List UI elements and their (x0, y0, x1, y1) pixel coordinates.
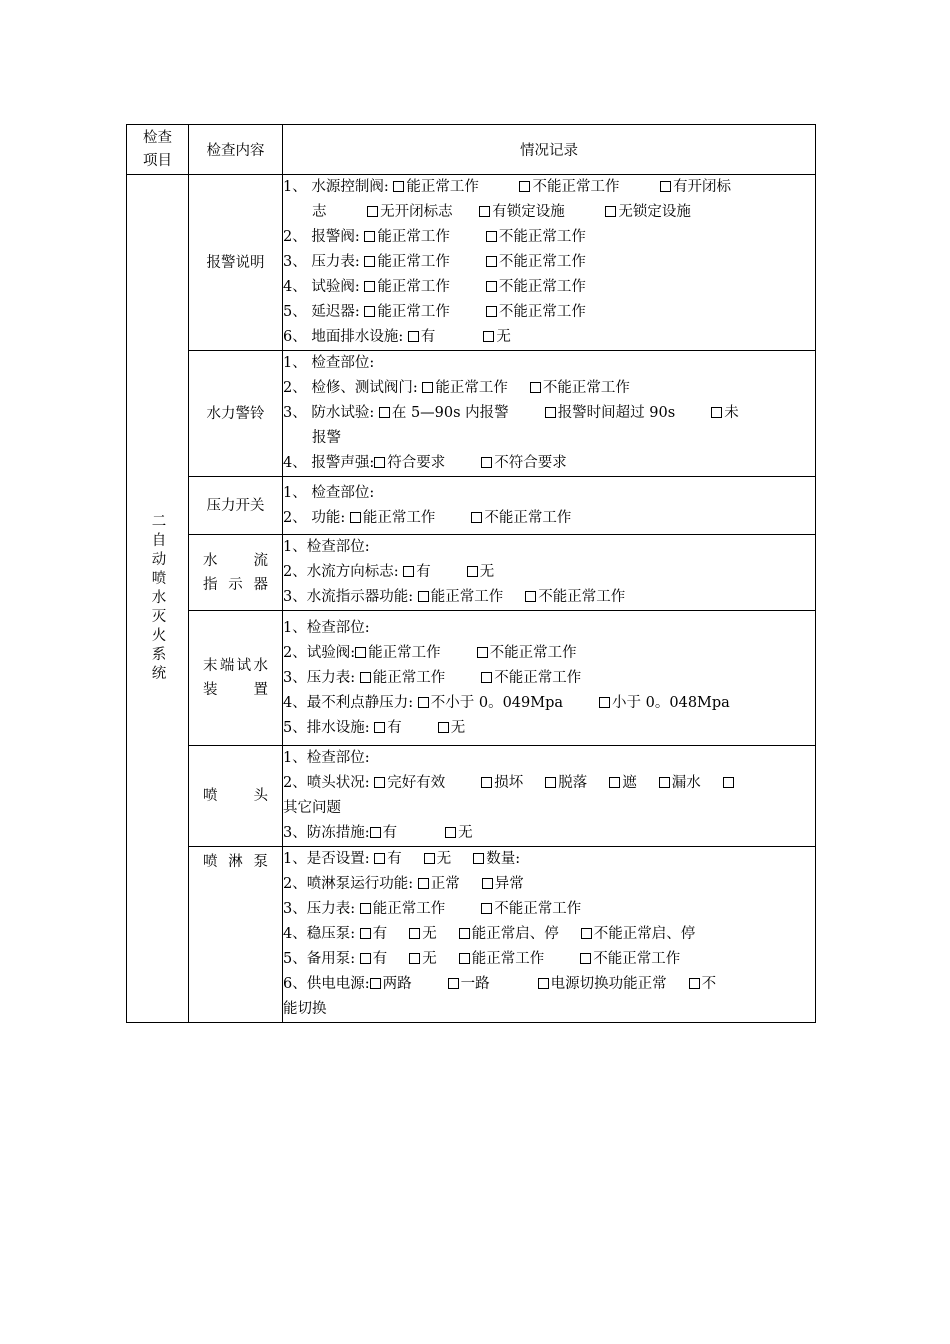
checkbox[interactable] (418, 878, 429, 889)
content-water-alarm-bell: 1、 检查部位: 2、 检修、测试阀门: 能正常工作 不能正常工作 3、 防水试验: 在 5—90s 内报警 报警时间超过 90s 未 报警 4、 报警声强: 符合要求 不符合要求 (283, 351, 816, 477)
checkbox[interactable] (355, 647, 366, 658)
checkbox[interactable] (471, 512, 482, 523)
checkbox[interactable] (660, 181, 671, 192)
checkbox[interactable] (360, 928, 371, 939)
checkbox[interactable] (370, 978, 381, 989)
checkbox[interactable] (364, 256, 375, 267)
checkbox[interactable] (364, 281, 375, 292)
row-alarm-valve (127, 175, 816, 351)
checkbox[interactable] (479, 206, 490, 217)
checkbox[interactable] (370, 827, 381, 838)
checkbox[interactable] (545, 777, 556, 788)
header-status-record: 情况记录 (283, 125, 816, 175)
row-pressure-switch (127, 477, 816, 535)
checkbox[interactable] (545, 407, 556, 418)
checkbox[interactable] (483, 331, 494, 342)
row-water-alarm-bell (127, 351, 816, 477)
item-sprinkler-head: 喷头 (189, 746, 283, 847)
checkbox[interactable] (538, 978, 549, 989)
item-sprinkler-pump: 喷淋泵 (189, 847, 283, 1023)
content-sprinkler-pump: 1、是否设置: 有 无 数量: 2、喷淋泵运行功能: 正常 异常 3、压力表: 能正常工作 不能正常工作 4、稳压泵: 有 无 能正常启、停 不能正常启、停 5、备用泵: 有 无 能正常工作 不能正常工作 6、供电电源: 两路 一路 电源切换功能正常 不 能切换 (283, 847, 816, 1023)
header-inspection-item: 检查 项目 (127, 125, 189, 175)
checkbox[interactable] (367, 206, 378, 217)
content-water-flow-indicator: 1、检查部位: 2、水流方向标志: 有 无 3、水流指示器功能: 能正常工作 不能正常工作 (283, 535, 816, 611)
checkbox[interactable] (374, 777, 385, 788)
checkbox[interactable] (360, 672, 371, 683)
checkbox[interactable] (393, 181, 404, 192)
checkbox[interactable] (482, 878, 493, 889)
checkbox[interactable] (486, 306, 497, 317)
row-end-test-device (127, 611, 816, 746)
checkbox[interactable] (659, 777, 670, 788)
checkbox[interactable] (350, 512, 361, 523)
checkbox[interactable] (438, 722, 449, 733)
content-sprinkler-head: 1、检查部位: 2、喷头状况: 完好有效 损坏 脱落 遮 漏水 其它问题 3、防冻措施: 有 无 (283, 746, 816, 847)
checkbox[interactable] (408, 331, 419, 342)
checkbox[interactable] (448, 978, 459, 989)
checkbox[interactable] (486, 231, 497, 242)
content-end-test-device: 1、检查部位: 2、试验阀: 能正常工作 不能正常工作 3、压力表: 能正常工作 不能正常工作 4、最不利点静压力: 不小于 0。049Mpa 小于 0。048Mpa 5、排水设施: 有 无 (283, 611, 816, 746)
checkbox[interactable] (605, 206, 616, 217)
checkbox[interactable] (409, 928, 420, 939)
checkbox[interactable] (530, 382, 541, 393)
checkbox[interactable] (409, 953, 420, 964)
checkbox[interactable] (374, 853, 385, 864)
checkbox[interactable] (379, 407, 390, 418)
checkbox[interactable] (481, 457, 492, 468)
checkbox[interactable] (364, 231, 375, 242)
checkbox[interactable] (481, 777, 492, 788)
row-sprinkler-head (127, 746, 816, 847)
checkbox[interactable] (473, 853, 484, 864)
checkbox[interactable] (481, 903, 492, 914)
checkbox[interactable] (723, 777, 734, 788)
checkbox[interactable] (581, 928, 592, 939)
checkbox[interactable] (477, 647, 488, 658)
header-inspection-content: 检查内容 (189, 125, 283, 175)
row-water-flow-indicator (127, 535, 816, 611)
checkbox[interactable] (711, 407, 722, 418)
content-alarm-description: 1、 水源控制阀: 能正常工作 不能正常工作 有开闭标 志 无开闭标志 有锁定设施 无锁定设施 2、 报警阀: 能正常工作 不能正常工作 3、 压力表: 能正常工作 不能正常工作 4、 试验阀: 能正常工作 不能正常工作 5、 延迟器: 能正常工作 不能正常工作 6、 地面排水设施: 有 无 (283, 175, 816, 351)
checkbox[interactable] (418, 697, 429, 708)
checkbox[interactable] (519, 181, 530, 192)
checkbox[interactable] (481, 672, 492, 683)
item-end-test-device: 末端试水 装置 (189, 611, 283, 746)
item-water-flow-indicator: 水流 指示器 (189, 535, 283, 611)
checkbox[interactable] (360, 903, 371, 914)
checkbox[interactable] (374, 722, 385, 733)
checkbox[interactable] (486, 256, 497, 267)
checkbox[interactable] (364, 306, 375, 317)
checkbox[interactable] (459, 928, 470, 939)
checkbox[interactable] (403, 566, 414, 577)
checkbox[interactable] (424, 853, 435, 864)
item-pressure-switch: 压力开关 (189, 477, 283, 535)
checkbox[interactable] (374, 457, 385, 468)
checkbox[interactable] (599, 697, 610, 708)
checkbox[interactable] (422, 382, 433, 393)
item-water-alarm-bell: 水力警铃 (189, 351, 283, 477)
inspection-table (126, 124, 816, 1023)
content-pressure-switch: 1、 检查部位: 2、 功能: 能正常工作 不能正常工作 (283, 477, 816, 535)
checkbox[interactable] (445, 827, 456, 838)
checkbox[interactable] (580, 953, 591, 964)
checkbox[interactable] (689, 978, 700, 989)
checkbox[interactable] (486, 281, 497, 292)
checkbox[interactable] (525, 591, 536, 602)
checkbox[interactable] (609, 777, 620, 788)
row-sprinkler-pump (127, 847, 816, 1023)
header-row (127, 125, 816, 175)
section-title (127, 175, 189, 1023)
item-alarm-description: 报警说明 (189, 175, 283, 351)
checkbox[interactable] (418, 591, 429, 602)
checkbox[interactable] (467, 566, 478, 577)
checkbox[interactable] (459, 953, 470, 964)
section-label: 二自动喷水灭火系统 (149, 513, 166, 684)
checkbox[interactable] (360, 953, 371, 964)
